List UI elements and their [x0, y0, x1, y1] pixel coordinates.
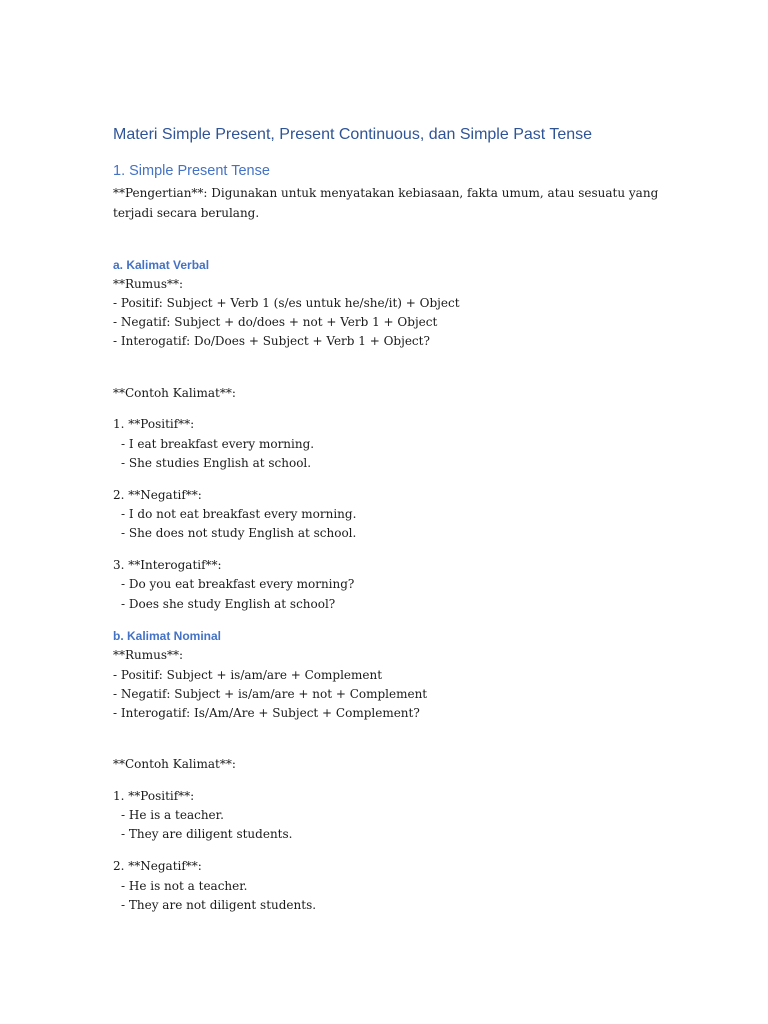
negatif-label: 2. **Negatif**: [113, 859, 202, 873]
example-sentence [113, 898, 316, 912]
example-sentence [113, 577, 354, 591]
example-text: - He is not a teacher. [121, 879, 248, 893]
example-text: - Does she study English at school? [121, 597, 336, 611]
rumus-line: - Interogatif: Do/Does + Subject + Verb 1 + Object? [113, 334, 430, 348]
positif-label: 1. **Positif**: [113, 417, 195, 431]
contoh-label: **Contoh Kalimat**: [113, 757, 236, 771]
example-sentence [113, 456, 311, 470]
example-sentence [113, 827, 292, 841]
contoh-label: **Contoh Kalimat**: [113, 386, 236, 400]
subheading-kalimat-nominal: b. Kalimat Nominal [113, 629, 222, 643]
example-sentence [113, 597, 335, 611]
example-text: - I do not eat breakfast every morning. [121, 507, 357, 521]
example-sentence [113, 808, 224, 822]
section-heading-simple-present: 1. Simple Present Tense [113, 163, 270, 179]
subheading-kalimat-verbal: a. Kalimat Verbal [113, 258, 210, 272]
example-sentence [113, 879, 247, 893]
rumus-line: - Interogatif: Is/Am/Are + Subject + Complement? [113, 706, 420, 720]
rumus-line: - Positif: Subject + is/am/are + Complement [113, 668, 383, 682]
negatif-label: 2. **Negatif**: [113, 488, 202, 502]
example-sentence [113, 526, 356, 540]
definition-line: **Pengertian**: Digunakan untuk menyatakan kebiasaan, fakta umum, atau sesuatu yang [113, 186, 659, 200]
positif-label: 1. **Positif**: [113, 789, 195, 803]
example-text: - Do you eat breakfast every morning? [121, 577, 355, 591]
rumus-label: **Rumus**: [113, 277, 184, 291]
rumus-line: - Positif: Subject + Verb 1 (s/es untuk he/she/it) + Object [113, 296, 460, 310]
example-text: - She studies English at school. [121, 456, 312, 470]
example-sentence [113, 437, 314, 451]
rumus-line: - Negatif: Subject + is/am/are + not + Complement [113, 687, 428, 701]
example-text: - They are not diligent students. [121, 898, 317, 912]
example-text: - He is a teacher. [121, 808, 224, 822]
document-title: Materi Simple Present, Present Continuous, dan Simple Past Tense [113, 126, 593, 143]
rumus-label: **Rumus**: [113, 648, 184, 662]
example-sentence [113, 507, 356, 521]
definition-line: terjadi secara berulang. [113, 206, 260, 220]
example-text: - I eat breakfast every morning. [121, 437, 315, 451]
example-text: - They are diligent students. [121, 827, 293, 841]
rumus-line: - Negatif: Subject + do/does + not + Verb 1 + Object [113, 315, 438, 329]
example-text: - She does not study English at school. [121, 526, 357, 540]
interogatif-label: 3. **Interogatif**: [113, 558, 222, 572]
